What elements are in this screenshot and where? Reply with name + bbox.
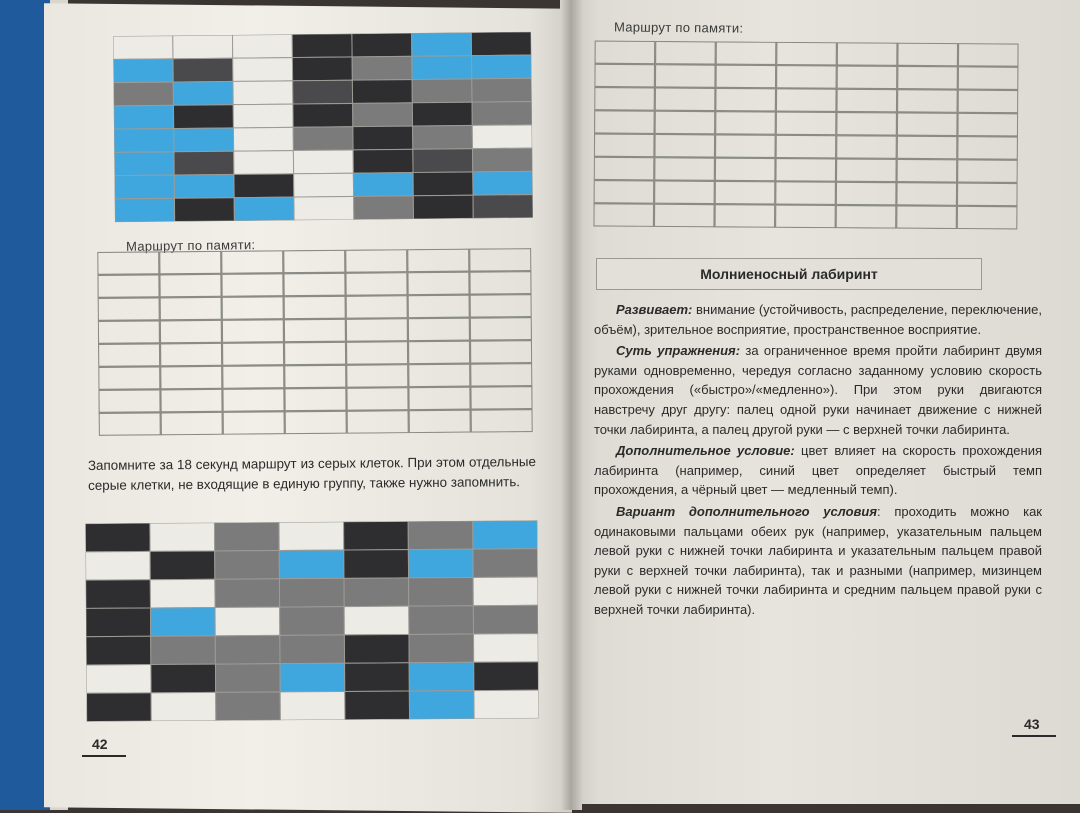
grid-cell [353,173,413,197]
empty-cell [897,206,957,229]
grid-cell [473,577,538,606]
empty-cell [470,295,531,318]
grid-cell [293,150,353,174]
grid-cell [86,636,151,665]
empty-cell [837,66,897,89]
empty-cell [161,389,222,412]
grid-cell [151,664,216,693]
empty-grid-right [593,41,1018,230]
grid-cell [174,198,234,222]
paragraph-text: : проходить можно как одинаковыми пальцами обеих рук (например, указательным пальцем левой руки с нижней точки лабиринта и указательным пальцем правой руки с верхней точки лабиринта), так и разными (например, мизинцем левой руки с нижней точки лабиринта и средним пальцем правой руки с верхней точки лабиринта). [594,503,1042,617]
grid-cell [412,32,472,56]
empty-cell [470,272,531,295]
paragraph-variant [594,502,1042,620]
page-number-line-left [82,755,126,757]
empty-cell [222,297,283,320]
empty-cell [99,390,160,413]
grid-cell [353,126,413,150]
grid-cell [233,127,293,151]
empty-cell [776,205,836,228]
grid-cell [474,662,539,691]
empty-cell [957,183,1017,206]
page-number-line-right [1012,735,1056,737]
empty-cell [897,159,957,182]
empty-cell [777,42,837,65]
empty-cell [347,411,408,434]
paragraph-develops [594,300,1042,339]
grid-cell [353,103,413,127]
grid-cell [114,129,174,153]
grid-cell [280,691,345,720]
empty-cell [594,204,654,227]
empty-cell [222,274,283,297]
empty-cell [284,296,345,319]
paragraph-lead: Развивает: [616,302,693,317]
empty-cell [223,412,284,435]
grid-cell [86,693,151,722]
empty-cell [347,342,408,365]
empty-cell [715,158,775,181]
instruction-text: Запомните за 18 секунд маршрут из серых клеток. При этом отдельные серые клетки, не входящие в единую группу, также нужно запомнить. [87,454,536,493]
grid-cell [173,58,233,82]
grid-cell [294,196,354,220]
grid-cell [215,551,280,580]
section-title: Молниеносный лабиринт [596,258,982,290]
color-grid-bottom [85,520,538,721]
empty-cell [285,365,346,388]
empty-cell [346,250,407,273]
empty-cell [958,137,1018,160]
exercise-description [594,300,1042,622]
empty-cell [836,205,896,228]
empty-cell [470,318,531,341]
grid-cell [472,102,532,126]
empty-cell [654,204,714,227]
empty-cell [470,249,531,272]
grid-cell [113,36,173,60]
page-number-right: 43 [1024,716,1040,732]
paragraph-text: цвет влияет на скорость прохождения лабиринта (например, синий цвет определяет быстрый темп прохождения, а чёрный цвет — медленный темп). [594,443,1042,498]
empty-cell [958,44,1018,67]
grid-cell [150,551,215,580]
grid-cell [344,634,409,663]
paragraph-extra-condition [594,441,1042,500]
empty-cell [99,367,160,390]
empty-cell [223,343,284,366]
empty-cell [346,273,407,296]
empty-cell [595,41,655,64]
grid-cell [215,635,280,664]
empty-grid-svg [97,248,533,436]
empty-cell [716,65,776,88]
empty-cell [98,321,159,344]
grid-cell [150,523,215,552]
memory-label-left: Маршрут по памяти: [125,237,256,254]
grid-cell [345,691,410,720]
empty-cell [777,66,837,89]
empty-cell [161,343,222,366]
grid-cell [174,151,234,175]
empty-cell [285,388,346,411]
empty-grid-left [97,248,533,436]
empty-cell [408,318,469,341]
empty-cell [655,134,715,157]
grid-cell [408,549,473,578]
grid-cell [472,55,532,79]
color-grid-top [113,32,533,222]
grid-cell [215,579,280,608]
empty-cell [897,136,957,159]
empty-cell [716,42,776,65]
grid-cell [409,662,474,691]
empty-cell [161,412,222,435]
grid-cell [86,580,151,609]
empty-cell [776,89,836,112]
grid-cell [114,152,174,176]
grid-cell [114,105,174,129]
empty-cell [284,273,345,296]
grid-cell [150,579,215,608]
grid-cell [471,32,531,56]
grid-cell [233,104,293,128]
empty-cell [409,410,470,433]
empty-cell [99,344,160,367]
empty-cell [776,112,836,135]
grid-cell [234,174,294,198]
empty-cell [471,410,532,433]
grid-cell [354,196,414,220]
empty-cell [655,158,715,181]
empty-cell [655,65,715,88]
empty-cell [98,275,159,298]
grid-cell [113,59,173,83]
empty-cell [898,43,958,66]
grid-cell [292,57,352,81]
empty-cell [715,135,775,158]
grid-cell [173,81,233,105]
empty-cell [595,88,655,111]
page-number-left: 42 [92,736,108,752]
grid-cell [279,522,344,551]
empty-cell [160,320,221,343]
grid-cell [473,520,538,549]
empty-cell [284,250,345,273]
grid-cell [280,607,345,636]
grid-cell [294,173,354,197]
grid-cell [352,80,412,104]
grid-cell [409,606,474,635]
empty-cell [655,111,715,134]
empty-cell [655,88,715,111]
grid-cell [233,58,293,82]
grid-cell [409,691,474,720]
grid-cell [413,195,473,219]
grid-cell [413,172,473,196]
empty-cell [776,135,836,158]
grid-cell [344,550,409,579]
grid-cell [352,33,412,57]
grid-cell [413,125,473,149]
grid-svg [113,32,533,222]
grid-cell [293,127,353,151]
grid-cell [150,608,215,637]
empty-cell [471,387,532,410]
empty-cell [222,251,283,274]
empty-cell [656,41,716,64]
paragraph-essence [594,341,1042,439]
empty-cell [594,181,654,204]
grid-cell [216,692,281,721]
empty-cell [346,319,407,342]
memory-label-right: Маршрут по памяти: [613,19,744,36]
grid-cell [173,35,233,59]
empty-cell [99,413,160,436]
empty-cell [160,274,221,297]
paragraph-text: за ограниченное время пройти лабиринт двумя руками одновременно, чередуя согласно заданному условию скорость прохождения («быстро»/«медленно»). При этом руки двигаются навстречу друг другу: палец одной руки начинает движение с нижней точки лабиринта, а палец другой руки — с верхней точки лабиринта. [594,343,1043,437]
grid-cell [353,149,413,173]
grid-cell [409,634,474,663]
grid-cell [173,105,233,129]
empty-cell [595,64,655,87]
empty-cell [285,342,346,365]
paragraph-lead: Суть упражнения: [616,343,741,359]
empty-cell [595,111,655,134]
grid-cell [151,692,216,721]
grid-cell [86,551,151,580]
book-gutter [560,0,582,810]
empty-cell [715,181,775,204]
grid-cell [233,81,293,105]
grid-cell [472,125,532,149]
grid-cell [86,665,151,694]
empty-cell [160,297,221,320]
empty-cell [408,295,469,318]
grid-cell [151,636,216,665]
empty-cell [897,183,957,206]
empty-cell [284,319,345,342]
grid-cell [474,634,539,663]
grid-cell [214,522,279,551]
empty-cell [837,89,897,112]
grid-cell [174,128,234,152]
grid-cell [408,521,473,550]
grid-cell [474,690,539,719]
grid-cell [473,549,538,578]
grid-cell [292,34,352,58]
empty-cell [958,90,1018,113]
empty-cell [594,134,654,157]
empty-cell [471,364,532,387]
empty-cell [898,66,958,89]
grid-cell [115,198,175,222]
empty-cell [160,251,221,274]
empty-cell [409,364,470,387]
empty-cell [285,411,346,434]
grid-cell [472,78,532,102]
paragraph-lead: Дополнительное условие: [616,443,795,459]
empty-cell [837,43,897,66]
grid-cell [234,197,294,221]
grid-cell [344,578,409,607]
grid-cell [293,80,353,104]
empty-cell [898,90,958,113]
empty-cell [98,298,159,321]
grid-cell [473,171,533,195]
empty-cell [958,113,1018,136]
grid-cell [352,56,412,80]
grid-cell [234,151,294,175]
paragraph-text: внимание (устойчивость, распределение, переключение, объём), зрительное восприятие, пространственное восприятие. [594,302,1042,337]
empty-cell [715,205,775,228]
grid-cell [174,174,234,198]
empty-cell [958,160,1018,183]
grid-cell [232,34,292,58]
empty-grid-svg [593,41,1018,230]
empty-cell [98,252,159,275]
grid-cell [279,578,344,607]
empty-cell [776,182,836,205]
empty-cell [958,67,1018,90]
grid-cell [85,523,150,552]
empty-cell [222,320,283,343]
empty-cell [716,112,776,135]
grid-cell [473,605,538,634]
grid-cell [412,102,472,126]
grid-cell [412,79,472,103]
empty-cell [836,182,896,205]
grid-cell [473,195,533,219]
empty-cell [347,388,408,411]
empty-cell [957,206,1017,229]
empty-cell [223,366,284,389]
empty-cell [161,366,222,389]
empty-cell [837,112,897,135]
empty-cell [409,387,470,410]
empty-cell [409,341,470,364]
grid-cell [215,607,280,636]
empty-cell [897,113,957,136]
empty-cell [594,157,654,180]
empty-cell [408,249,469,272]
grid-cell [345,663,410,692]
grid-cell [409,577,474,606]
empty-cell [408,272,469,295]
empty-cell [655,181,715,204]
empty-cell [836,159,896,182]
grid-cell [413,149,473,173]
grid-svg [85,520,538,721]
empty-cell [470,341,531,364]
grid-cell [215,664,280,693]
grid-cell [344,521,409,550]
empty-cell [223,389,284,412]
grid-cell [114,175,174,199]
grid-cell [86,608,151,637]
grid-cell [280,663,345,692]
empty-cell [837,136,897,159]
grid-cell [412,56,472,80]
grid-cell [293,103,353,127]
grid-cell [279,550,344,579]
grid-cell [280,635,345,664]
empty-cell [716,88,776,111]
grid-cell [114,82,174,106]
empty-cell [347,365,408,388]
grid-cell [473,148,533,172]
paragraph-lead: Вариант дополнительного условия [616,503,877,519]
empty-cell [346,296,407,319]
grid-cell [344,606,409,635]
empty-cell [776,159,836,182]
